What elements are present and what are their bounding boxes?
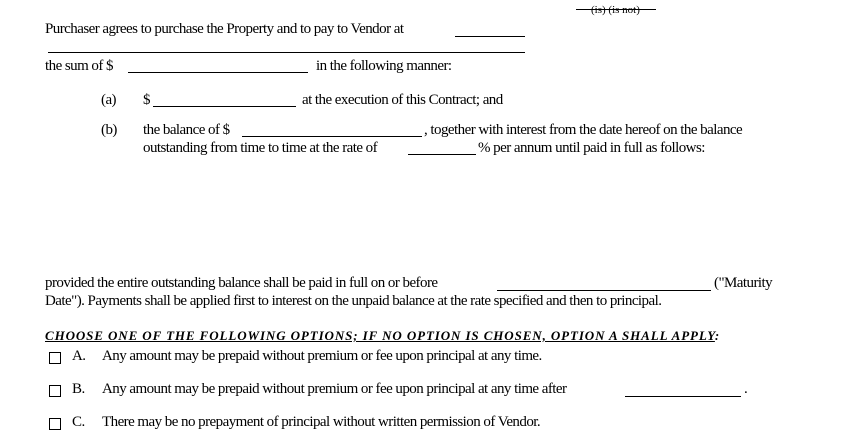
item-b-label: (b) [101,122,117,138]
maturity-date-field[interactable] [497,274,711,290]
maturity-line2: Date"). Payments shall be applied first to interest on the unpaid balance at the rate specified and then to principal. [45,293,662,309]
payment-terms-area[interactable] [143,160,783,265]
option-c-letter: C. [72,414,85,430]
option-b-end: . [744,381,748,397]
item-b-line2-prefix: outstanding from time to time at the rate of [143,140,378,156]
item-b-suffix: , together with interest from the date hereof on the balance [424,122,743,138]
option-c-checkbox[interactable] [49,416,63,430]
sum-suffix: in the following manner: [316,58,452,74]
maturity-date-line [497,290,711,291]
interest-rate-field[interactable] [408,138,476,154]
item-b-line2-suffix: % per annum until paid in full as follows: [478,140,705,156]
prepay-date-field[interactable] [625,380,741,396]
payment-location-field2[interactable] [48,36,525,52]
intro-line1: Purchaser agrees to purchase the Property and to pay to Vendor at [45,21,404,37]
option-c-text: There may be no prepayment of principal without written permission of Vendor. [102,414,541,430]
is-isnot-caption: (is) (is not) [591,4,640,16]
option-a-text: Any amount may be prepaid without premium or fee upon principal at any time. [102,348,542,364]
options-heading-text: CHOOSE ONE OF THE FOLLOWING OPTIONS; IF NO OPTION IS CHOSEN, OPTION A SHALL APPLY [45,328,715,343]
maturity-line1-prefix: provided the entire outstanding balance shall be paid in full on or before [45,275,438,291]
option-b-text: Any amount may be prepaid without premium or fee upon principal at any time after [102,381,567,397]
option-a-letter: A. [72,348,86,364]
prepay-date-line [625,396,741,397]
options-heading [45,327,720,345]
sum-prefix: the sum of $ [45,58,113,74]
item-a-text: at the execution of this Contract; and [302,92,503,108]
balance-amount-field[interactable] [242,120,422,136]
maturity-line1-suffix: ("Maturity [714,275,773,291]
item-a-label: (a) [101,92,116,108]
item-a-amount-field[interactable] [153,90,296,106]
sum-amount-field[interactable] [128,56,308,72]
sum-amount-line [128,72,308,73]
item-b-prefix: the balance of $ [143,122,230,138]
option-b-checkbox[interactable] [49,383,63,397]
payment-location-field[interactable] [455,20,525,36]
interest-rate-line [408,154,476,155]
option-a-checkbox[interactable] [49,350,63,364]
payment-location-line2 [48,52,525,53]
options-heading-colon: : [714,328,721,343]
option-b-letter: B. [72,381,85,397]
item-a-amount-line [153,106,296,107]
item-a-dollar: $ [143,92,150,108]
balance-amount-line [242,136,422,137]
